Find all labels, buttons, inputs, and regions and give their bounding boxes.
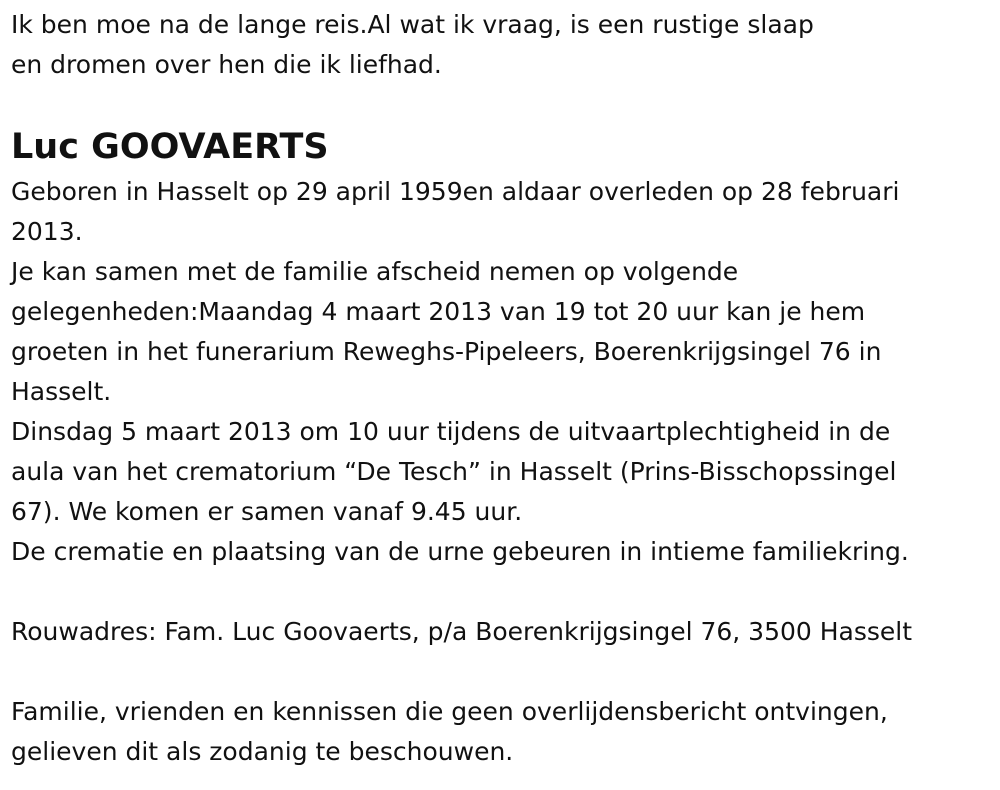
body-line-6: Hasselt.: [11, 377, 112, 406]
body-line-7: Dinsdag 5 maart 2013 om 10 uur tijdens de uitvaartplechtigheid in de: [11, 417, 891, 446]
closing-line-2: gelieven dit als zodanig te beschouwen.: [11, 737, 514, 766]
body-line-8: aula van het crematorium “De Tesch” in Hasselt (Prins-Bisschopssingel: [11, 457, 897, 486]
deceased-name: Luc GOOVAERTS: [11, 127, 329, 167]
closing-line-1: Familie, vrienden en kennissen die geen overlijdensbericht ontvingen,: [11, 697, 888, 726]
body-line-5: groeten in het funerarium Reweghs-Pipeleers, Boerenkrijgsingel 76 in: [11, 337, 882, 366]
mourning-address: Rouwadres: Fam. Luc Goovaerts, p/a Boerenkrijgsingel 76, 3500 Hasselt: [11, 617, 913, 646]
quote-line-2: en dromen over hen die ik liefhad.: [11, 50, 442, 79]
body-line-4: gelegenheden:Maandag 4 maart 2013 van 19 tot 20 uur kan je hem: [11, 297, 866, 326]
body-line-3: Je kan samen met de familie afscheid nemen op volgende: [11, 257, 739, 286]
body-line-9: 67). We komen er samen vanaf 9.45 uur.: [11, 497, 523, 526]
quote-line-1: Ik ben moe na de lange reis.Al wat ik vraag, is een rustige slaap: [11, 10, 814, 39]
body-line-10: De crematie en plaatsing van de urne gebeuren in intieme familiekring.: [11, 537, 909, 566]
body-line-1: Geboren in Hasselt op 29 april 1959en aldaar overleden op 28 februari: [11, 177, 900, 206]
body-line-2: 2013.: [11, 217, 83, 246]
